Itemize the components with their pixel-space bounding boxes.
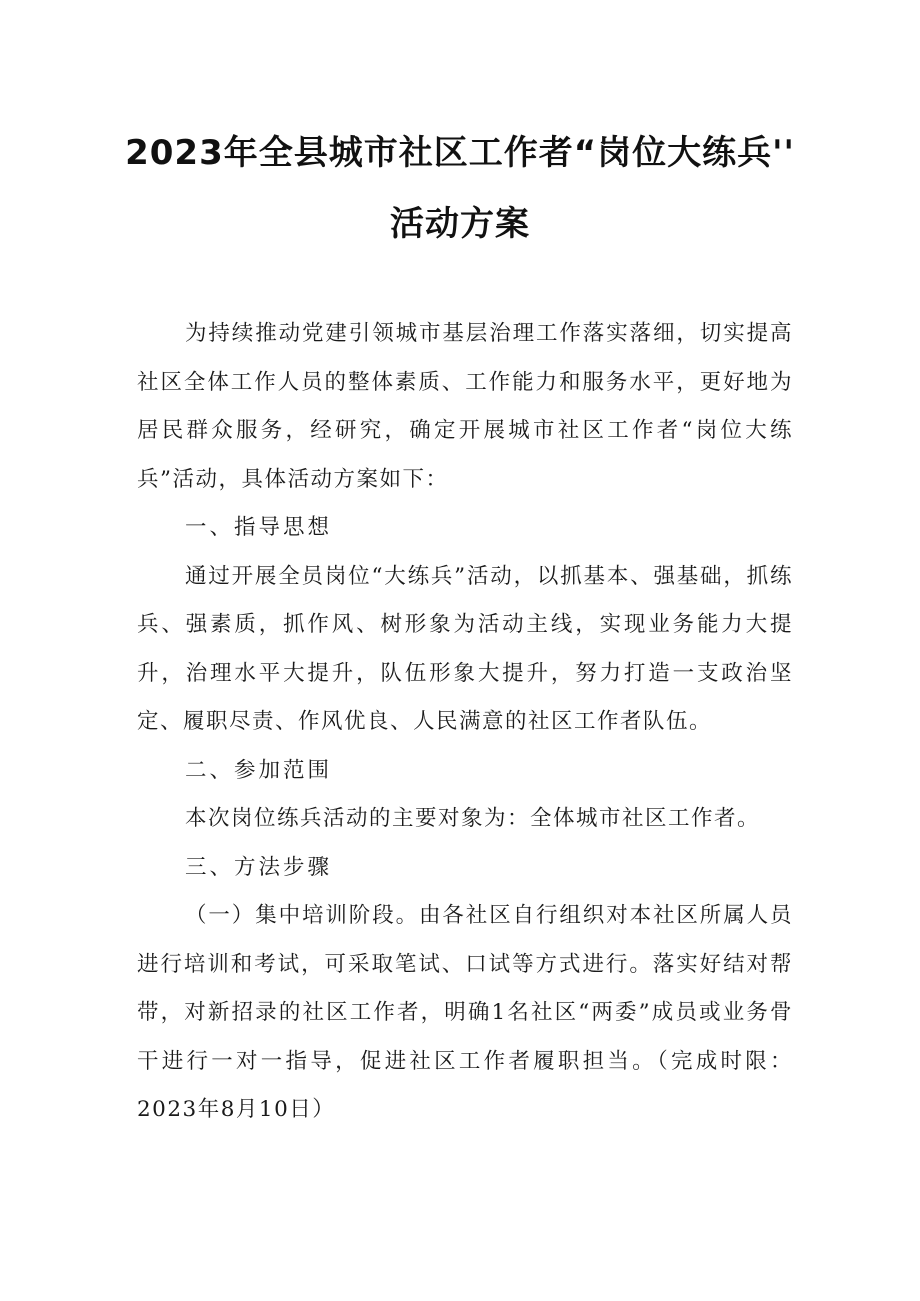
document-body [137, 310, 793, 1135]
intro-paragraph: 为持续推动党建引领城市基层治理工作落实落细，切实提高社区全体工作人员的整体素质、工作能力和服务水平，更好地为居民群众服务，经研究，确定开展城市社区工作者“岗位大练兵”活动，具体活动方案如下： [137, 321, 793, 492]
document-title-line-2: 活动方案 [390, 204, 530, 244]
section-heading-guiding-ideology: 一、指导思想 [185, 515, 333, 540]
guiding-ideology-paragraph: 通过开展全员岗位“大练兵”活动，以抓基本、强基础，抓练兵、强素质，抓作风、树形象为活动主线，实现业务能力大提升，治理水平大提升，队伍形象大提升，努力打造一支政治坚定、履职尽责、作风优良、人民满意的社区工作者队伍。 [137, 563, 793, 734]
methods-item-1-paragraph: （一）集中培训阶段。由各社区自行组织对本社区所属人员进行培训和考试，可采取笔试、口试等方式进行。落实好结对帮带，对新招录的社区工作者，明确1名社区“两委”成员或业务骨干进行一对一指导，促进社区工作者履职担当。（完成时限：2023年8月10日） [137, 903, 793, 1122]
scope-paragraph: 本次岗位练兵活动的主要对象为：全体城市社区工作者。 [185, 806, 761, 831]
document-title-line-1: 2023年全县城市社区工作者“岗位大练兵'' [125, 133, 795, 173]
section-heading-scope: 二、参加范围 [185, 757, 333, 783]
section-heading-methods: 三、方法步骤 [185, 854, 333, 880]
